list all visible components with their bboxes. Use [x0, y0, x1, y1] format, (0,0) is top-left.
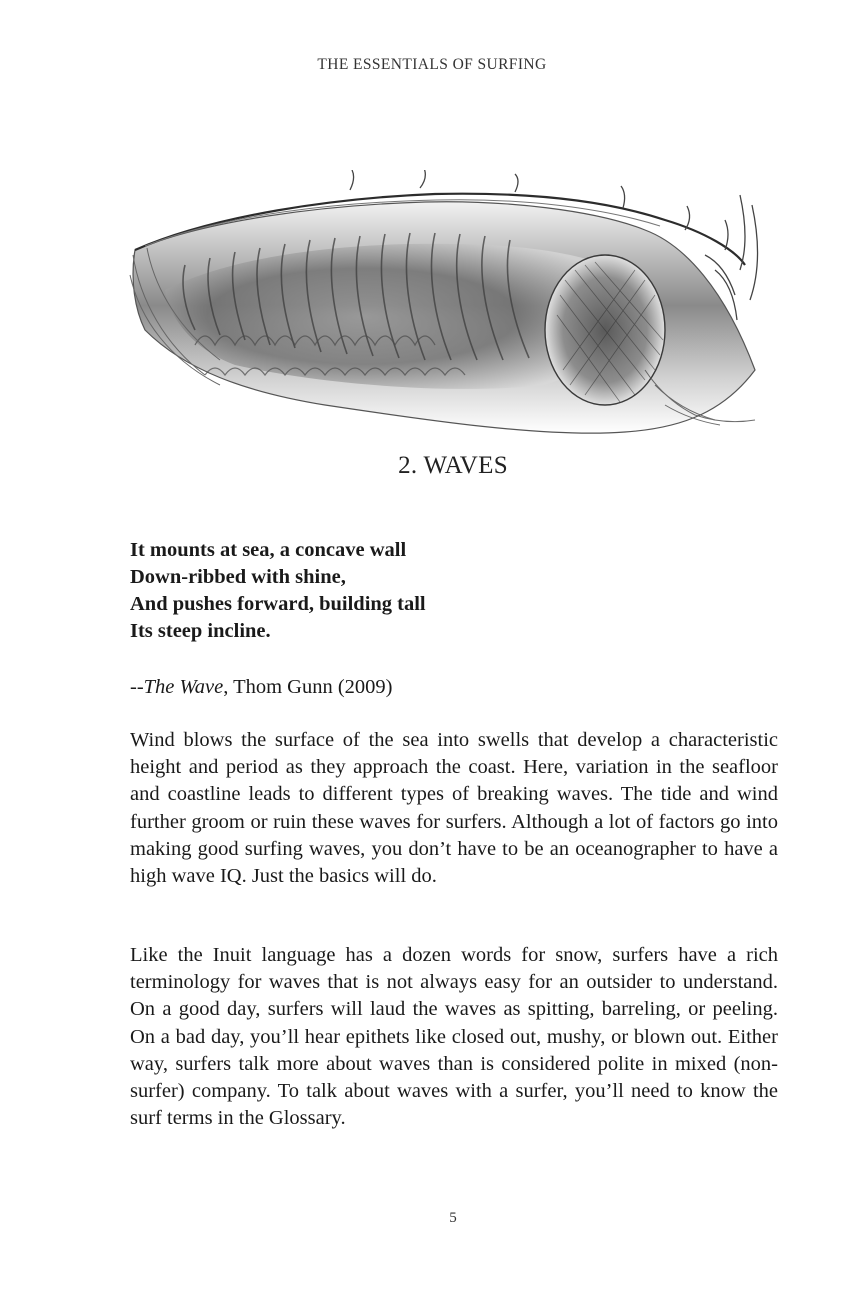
- epigraph: [130, 537, 780, 645]
- work-title: The Wave: [143, 676, 224, 698]
- body-paragraph: Like the Inuit language has a dozen words for snow, surfers have a rich terminology for waves that is not always easy for an outsider to understand. On a good day, surfers will laud the waves as spitting, barreling, or peeling. On a bad day, you’ll hear epithets like closed out, mushy, or blown out. Either way, surfers talk more about waves than is considered polite in mixed (non-surfer) company. To talk about waves with a surfer, you’ll need to know the surf terms in the Glossary.: [130, 944, 778, 1130]
- epigraph-attribution: [130, 674, 780, 701]
- epigraph-line: Down-ribbed with shine,: [130, 566, 346, 588]
- chapter-title: 2. WAVES: [398, 452, 508, 479]
- epigraph-line: And pushes forward, building tall: [130, 593, 426, 615]
- epigraph-line: It mounts at sea, a concave wall: [130, 539, 407, 561]
- wave-sketch: [125, 170, 770, 445]
- epigraph-line: Its steep incline.: [130, 620, 271, 642]
- attribution-prefix: --: [130, 676, 144, 698]
- page-number: 5: [449, 1210, 457, 1226]
- running-head: THE ESSENTIALS OF SURFING: [317, 56, 547, 73]
- wave-illustration: [125, 170, 770, 445]
- author-year: , Thom Gunn (2009): [223, 676, 393, 698]
- body-paragraph: Wind blows the surface of the sea into swells that develop a characteristic height and period as they approach the coast. Here, variation in the seafloor and coastline leads to different types of breaking waves. The tide and wind further groom or ruin these waves for surfers. Although a lot of factors go into making good surfing waves, you don’t have to be an oceanographer to have a high wave IQ. Just the basics will do.: [130, 729, 778, 888]
